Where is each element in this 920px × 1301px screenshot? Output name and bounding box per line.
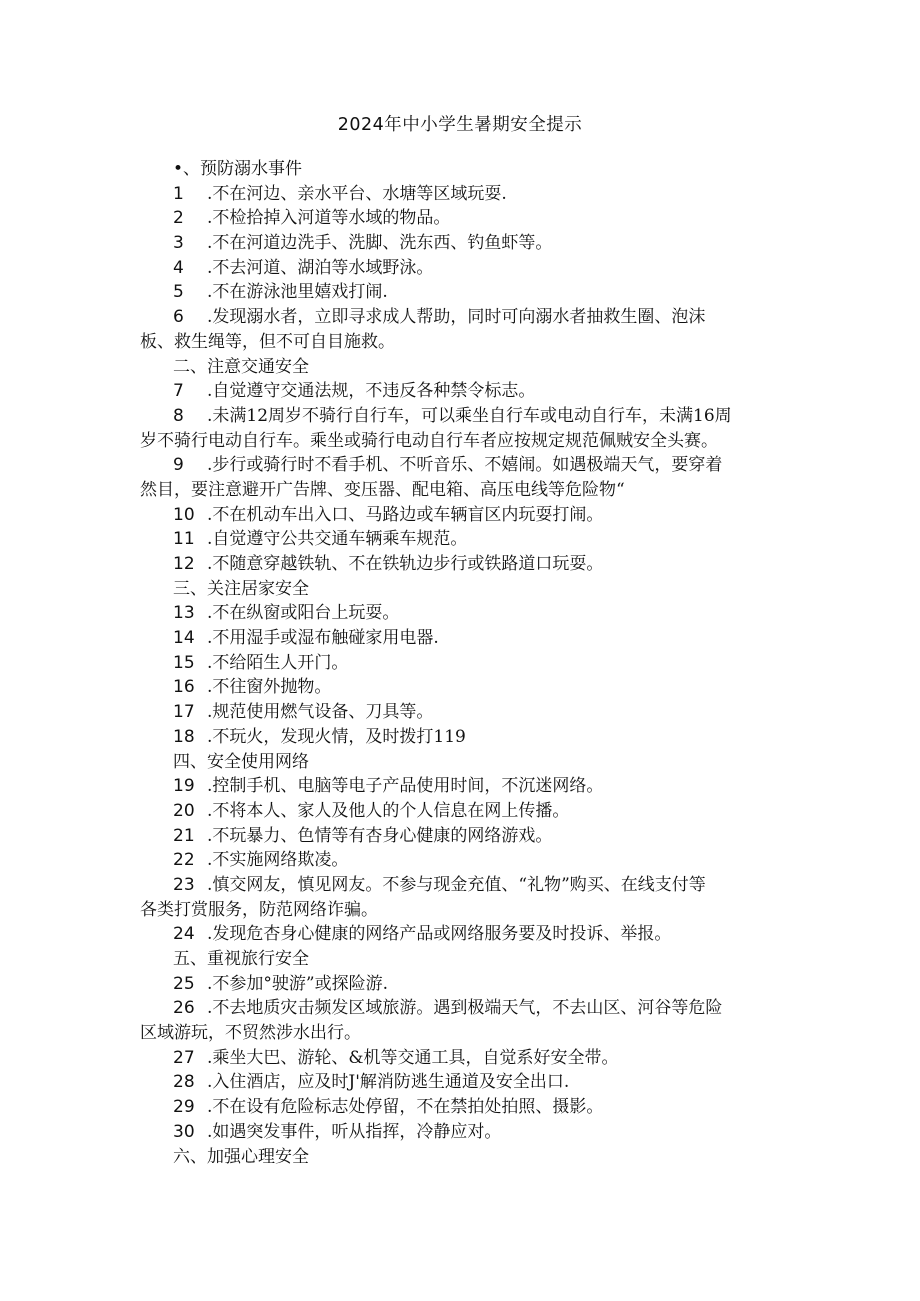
item-number: 29 — [173, 1097, 195, 1118]
item-text: .不参加°驶游”或探险游. — [207, 973, 388, 994]
text-line — [140, 898, 780, 923]
item-text: .自觉遵守交通法规，不违反各种禁令标志。 — [207, 381, 536, 402]
document-title: 2024年中小学生暑期安全提示 — [337, 115, 583, 135]
item-text: .不在游泳池里嬉戏打闹. — [207, 282, 388, 303]
item-number: 12 — [173, 554, 195, 574]
item-text: 四、安全使用网络 — [173, 751, 309, 772]
list-item — [140, 1046, 780, 1071]
list-item — [140, 774, 780, 799]
item-text: .慎交网友，慎见网友。不参与现金充值、“礼物”购买、在线支付等 — [207, 874, 706, 895]
list-item — [140, 626, 780, 651]
list-item — [140, 1095, 780, 1120]
item-text: .不实施网络欺凌。 — [207, 850, 349, 871]
item-text: .步行或骑行时不看手机、不听音乐、不嬉闹。如遇极端天气，要穿着 — [207, 455, 723, 476]
list-item — [140, 601, 780, 626]
item-number: 30 — [173, 1121, 195, 1142]
list-item — [140, 527, 780, 552]
item-text: 区域游玩，不贸然涉水出行。 — [140, 1023, 361, 1044]
item-number: 1 — [173, 183, 184, 204]
list-item — [140, 675, 780, 700]
text-line — [140, 429, 780, 454]
list-item — [140, 848, 780, 873]
list-item — [140, 651, 780, 676]
item-number: 9 — [173, 455, 184, 476]
item-text: .不去地质灾击频发区域旅游。遇到极端天气，不去山区、河谷等危险 — [207, 998, 723, 1019]
item-text: .不玩火，发现火情，及时拨打119 — [207, 726, 466, 747]
item-text: .不在机动车出入口、马路边或车辆盲区内玩耍打闹。 — [207, 504, 604, 525]
list-item — [140, 1070, 780, 1095]
list-item — [140, 1120, 780, 1145]
list-item — [140, 700, 780, 725]
text-line — [140, 330, 780, 355]
document-body — [140, 157, 780, 1169]
item-number: 20 — [173, 800, 195, 821]
item-number: 13 — [173, 603, 195, 624]
item-text: .不检拾掉入河道等水域的物品。 — [207, 208, 451, 229]
list-item — [140, 972, 780, 997]
list-item — [140, 824, 780, 849]
text-line — [140, 1145, 780, 1170]
item-number: 19 — [173, 776, 195, 797]
item-number: 14 — [173, 628, 195, 649]
item-number: 26 — [173, 998, 195, 1019]
item-text: .入住酒店，应及时J'解消防逃生通道及安全出口. — [207, 1072, 570, 1093]
list-item — [140, 256, 780, 281]
item-number: 8 — [173, 405, 184, 426]
item-text: 板、救生绳等，但不可自目施救。 — [140, 331, 395, 352]
item-number: 21 — [173, 825, 195, 846]
text-line — [140, 355, 780, 380]
item-text: .不随意穿越铁轨、不在铁轨边步行或铁路道口玩耍。 — [207, 554, 604, 574]
item-number: 15 — [173, 652, 195, 673]
item-text: 各类打赏服务，防范网络诈骗。 — [140, 899, 378, 920]
item-text: .发现危杏身心健康的网络产品或网络服务要及时投诉、举报。 — [207, 924, 672, 945]
item-text: 岁不骑行电动自行车。乘坐或骑行电动自行车者应按规定规范佩贼安全头赛。 — [140, 430, 718, 451]
item-number: 2 — [173, 208, 184, 229]
item-text: .发现溺水者，立即寻求成人帮助，同时可向溺水者抽救生圈、泡沫 — [207, 307, 706, 328]
item-text: .未满12周岁不骑行自行车，可以乘坐自行车或电动自行车，未满16周 — [207, 405, 732, 426]
list-item — [140, 182, 780, 207]
item-number: 27 — [173, 1047, 195, 1068]
item-text: .不在设有危险标志处停留，不在禁拍处拍照、摄影。 — [207, 1097, 604, 1118]
item-text: .不给陌生人开门。 — [207, 652, 349, 673]
item-text: .不将本人、家人及他人的个人信息在网上传播。 — [207, 800, 570, 821]
item-text: 二、注意交通安全 — [173, 356, 309, 377]
item-text: .不在纵窗或阳台上玩耍。 — [207, 603, 400, 624]
item-text: •、预防溺水事件 — [173, 159, 303, 179]
list-item — [140, 206, 780, 231]
text-line — [140, 478, 780, 503]
item-number: 11 — [173, 529, 195, 550]
item-text: .不在河道边洗手、洗脚、洗东西、钓鱼虾等。 — [207, 233, 553, 254]
list-item — [140, 379, 780, 404]
item-number: 7 — [173, 381, 184, 402]
item-text: 然目，要注意避开广告牌、变压器、配电箱、高压电线等危险物“ — [140, 479, 625, 500]
list-item — [140, 799, 780, 824]
text-line — [140, 947, 780, 972]
list-item — [140, 873, 780, 898]
list-item — [140, 404, 780, 429]
list-item — [140, 231, 780, 256]
item-number: 24 — [173, 924, 195, 945]
text-line — [140, 750, 780, 775]
item-text: .不在河边、亲水平台、水塘等区域玩耍. — [207, 183, 507, 204]
list-item — [140, 453, 780, 478]
item-text: .不用湿手或湿布触碰家用电器. — [207, 628, 439, 649]
text-line — [140, 1021, 780, 1046]
item-number: 6 — [173, 307, 184, 328]
list-item — [140, 922, 780, 947]
item-number: 23 — [173, 874, 195, 895]
item-text: .控制手机、电脑等电子产品使用时间，不沉迷网络。 — [207, 776, 604, 797]
item-number: 16 — [173, 677, 195, 698]
list-item — [140, 725, 780, 750]
list-item — [140, 996, 780, 1021]
item-number: 28 — [173, 1072, 195, 1093]
item-text: .自觉遵守公共交通车辆乘车规范。 — [207, 529, 468, 550]
item-number: 25 — [173, 973, 195, 994]
item-text: 三、关注居家安全 — [173, 578, 309, 599]
item-number: 22 — [173, 850, 195, 871]
item-text: .不玩暴力、色情等有杏身心健康的网络游戏。 — [207, 825, 553, 846]
list-item — [140, 503, 780, 528]
item-number: 5 — [173, 282, 184, 303]
item-number: 3 — [173, 233, 184, 254]
list-item — [140, 305, 780, 330]
item-text: .如遇突发事件，听从指挥，冷静应对。 — [207, 1121, 502, 1142]
item-text: .不去河道、湖泊等水域野泳。 — [207, 257, 434, 278]
item-text: 六、加强心理安全 — [173, 1146, 309, 1167]
item-number: 17 — [173, 702, 195, 723]
text-line — [140, 577, 780, 602]
item-text: .乘坐大巴、游轮、&机等交通工具，自觉系好安全带。 — [207, 1047, 619, 1068]
item-number: 4 — [173, 257, 184, 278]
text-line — [140, 157, 780, 182]
list-item — [140, 280, 780, 305]
item-text: .规范使用燃气设备、刀具等。 — [207, 702, 434, 723]
item-number: 18 — [173, 726, 195, 747]
item-number: 10 — [173, 504, 195, 525]
list-item — [140, 552, 780, 577]
item-text: 五、重视旅行安全 — [173, 949, 309, 969]
item-text: .不往窗外抛物。 — [207, 677, 332, 698]
